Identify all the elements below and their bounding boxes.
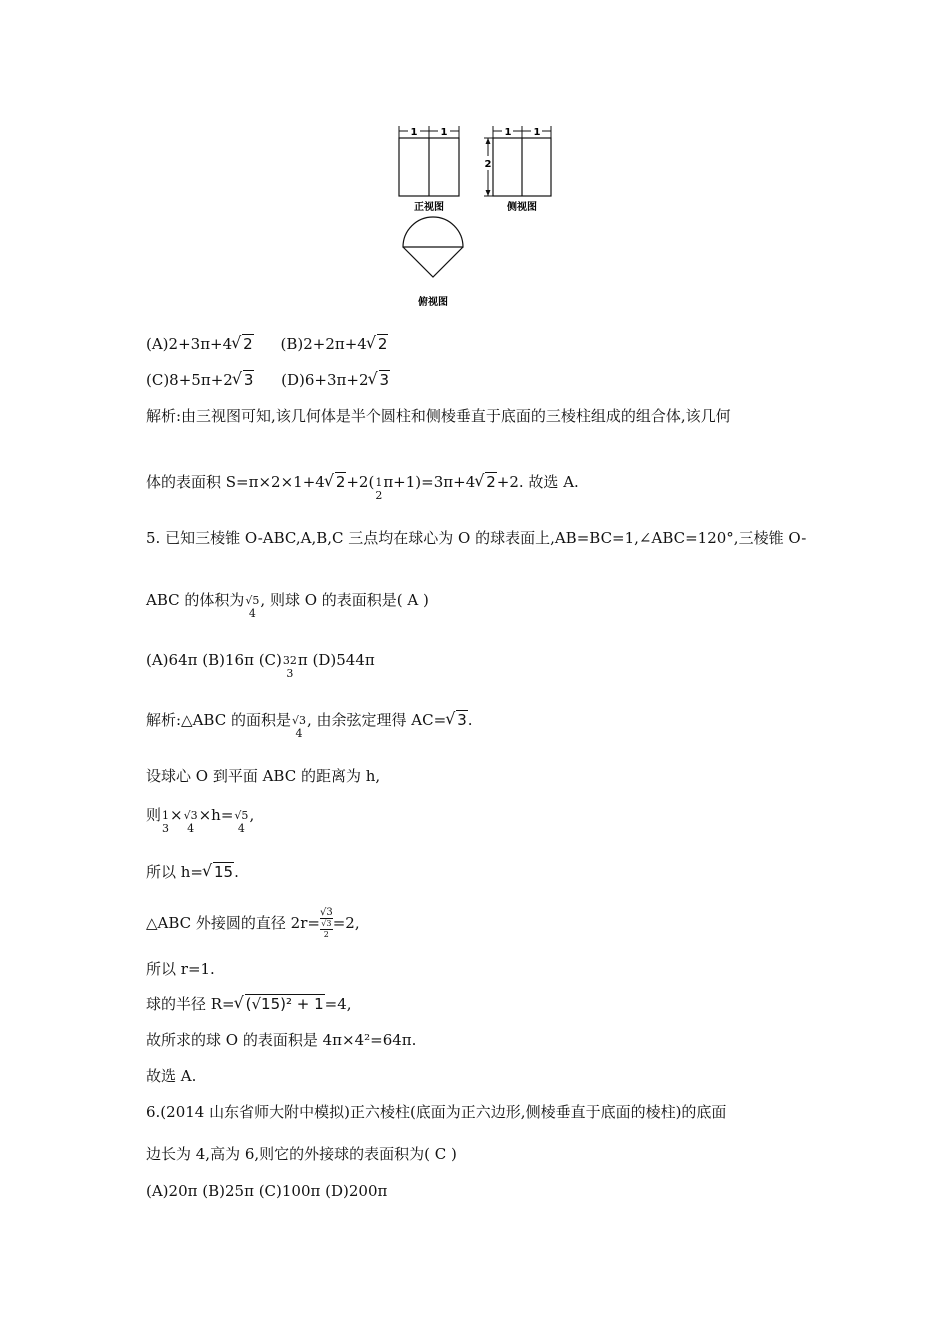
q5-solution-line5: △ABC 外接圆的直径 2r= √3 √3 2 =2, [146,907,360,939]
side-dim-left: 1 [504,127,512,138]
q5-stem-line2: ABC 的体积为 √5 4 , 则球 O 的表面积是( A ) [146,591,429,620]
front-dim-left: 1 [410,127,418,138]
front-view [399,126,459,213]
q4-solution-line2: 体的表面积 S=π×2×1+4√ 2+2( 1 2 π+1)=3π+4√ 2+2. 故选 A. [146,470,579,496]
q4-option-c: (C)8+5π+2 [146,371,233,389]
q5-solution-line9: 故选 A. [146,1067,197,1085]
side-dim-right: 1 [533,127,541,138]
q5-options: (A)64π (B)16π (C) 32 3 π (D)544π [146,651,375,680]
q4-options-row1: (A)2+3π+4√ 2 (B)2+2π+4√ 2 [146,334,388,354]
front-dim-right: 1 [440,127,448,138]
three-view-figure [392,118,572,318]
q5-solution-line6: 所以 r=1. [146,960,215,978]
q5-solution-line4: 所以 h=√ 15. [146,862,239,882]
q5-solution-line7: 球的半径 R=√ (√15)² + 1=4, [146,994,352,1014]
q6-options: (A)20π (B)25π (C)100π (D)200π [146,1182,388,1200]
q4-option-b: (B)2+2π+4 [280,335,367,353]
top-view [403,217,463,308]
front-view-label: 正视图 [414,202,444,213]
q6-stem-line2: 边长为 4,高为 6,则它的外接球的表面积为( C ) [146,1145,457,1163]
q4-options-row2: (C)8+5π+2√ 3 (D)6+3π+2√ 3 [146,370,390,390]
q5-solution-line8: 故所求的球 O 的表面积是 4π×4²=64π. [146,1031,417,1049]
side-view [484,126,551,213]
q5-solution-line1: 解析:△ABC 的面积是 √3 4 , 由余弦定理得 AC=√ 3. [146,708,473,734]
top-view-label: 俯视图 [418,297,448,308]
q5-stem-line1: 5. 已知三棱锥 O-ABC,A,B,C 三点均在球心为 O 的球表面上,AB=BC=1,∠ABC=120°,三棱锥 O- [146,529,807,547]
q4-option-a: (A)2+3π+4 [146,335,233,353]
q5-solution-line2: 设球心 O 到平面 ABC 的距离为 h, [146,767,381,785]
side-view-label: 侧视图 [507,202,537,213]
q6-stem-line1: 6.(2014 山东省师大附中模拟)正六棱柱(底面为正六边形,侧棱垂直于底面的棱柱)的底面 [146,1103,727,1121]
q4-option-d: (D)6+3π+2 [281,371,369,389]
q5-solution-line3: 则 1 3 × √3 4 ×h= √5 4 , [146,806,255,835]
q4-solution-line1: 解析:由三视图可知,该几何体是半个圆柱和侧棱垂直于底面的三棱柱组成的组合体,该几何 [146,407,731,425]
side-dim-height: 2 [484,159,492,170]
